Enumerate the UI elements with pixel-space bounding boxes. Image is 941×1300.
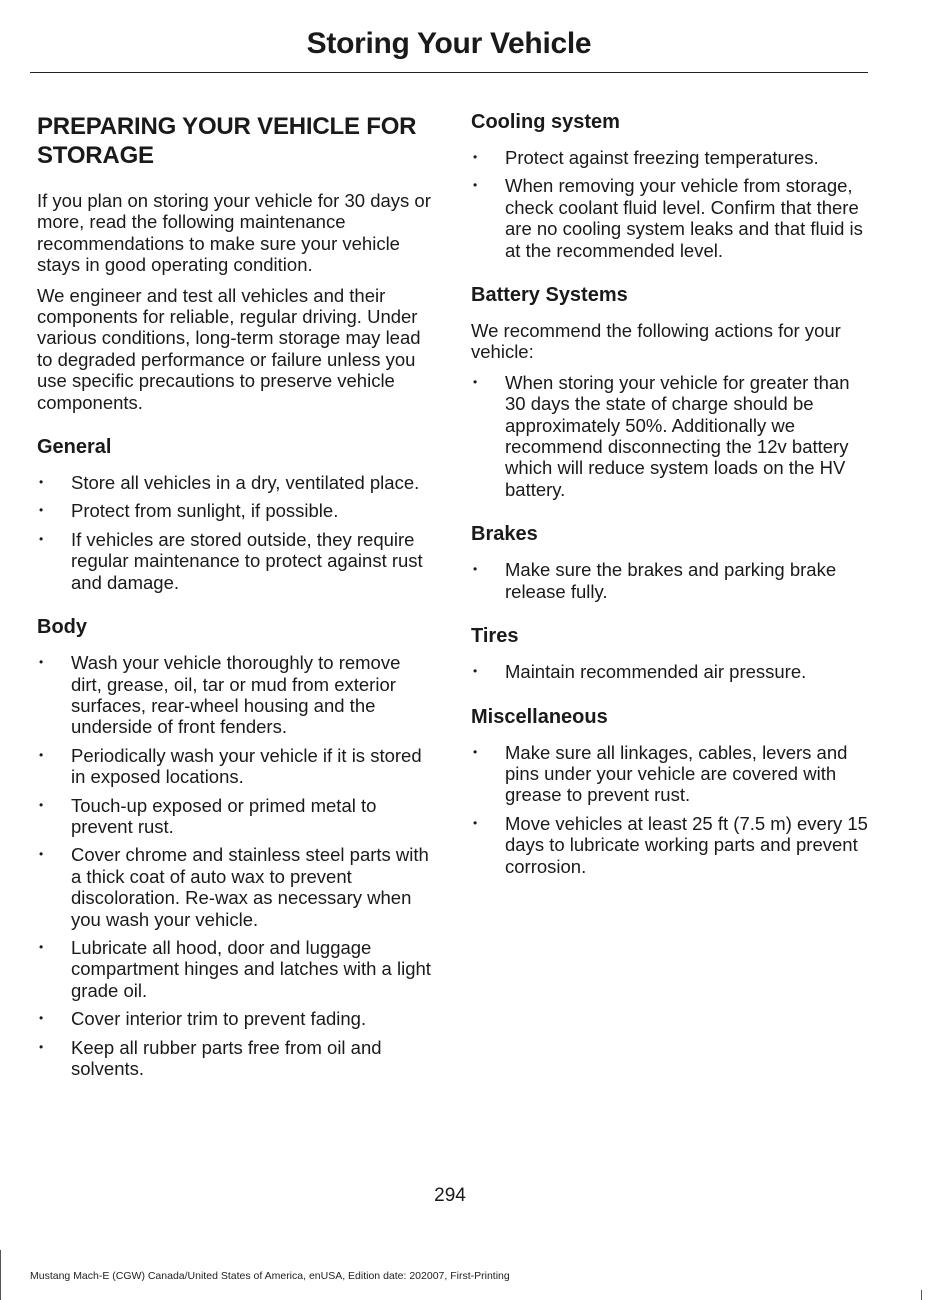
bullet-icon: •	[39, 847, 44, 862]
bullet-icon: •	[473, 815, 478, 830]
list-item-text: When removing your vehicle from storage, check coolant fluid level. Confirm that there are no cooling system leaks and that fluid is at the recommended level.	[505, 175, 863, 261]
list-item-text: Wash your vehicle thoroughly to remove dirt, grease, oil, tar or mud from exterior surfaces, rear-wheel housing and the underside of front fenders.	[71, 652, 401, 738]
brakes-list	[471, 559, 868, 602]
misc-heading: Miscellaneous	[471, 705, 608, 728]
bullet-icon: •	[473, 664, 478, 679]
intro-paragraph-2: We engineer and test all vehicles and their components for reliable, regular driving. Under various conditions, long-term storage may lead to degraded performance or failure unless you use specific precautions to preserve vehicle components.	[37, 284, 421, 413]
battery-intro: We recommend the following actions for your vehicle:	[471, 320, 841, 363]
bullet-icon: •	[39, 503, 44, 518]
bullet-icon: •	[39, 1039, 44, 1054]
list-item-text: Make sure all linkages, cables, levers and pins under your vehicle are covered with grease to prevent rust.	[505, 741, 848, 806]
list-item	[471, 661, 868, 682]
list-item	[471, 147, 868, 168]
misc-list	[471, 742, 868, 877]
list-item-text: Protect from sunlight, if possible.	[71, 500, 339, 522]
bullet-icon: •	[473, 178, 478, 193]
list-item-text: Touch-up exposed or primed metal to prevent rust.	[71, 794, 377, 837]
list-item-text: Keep all rubber parts free from oil and solvents.	[71, 1036, 382, 1079]
brakes-heading: Brakes	[471, 523, 538, 546]
list-item	[37, 795, 432, 838]
list-item-text: When storing your vehicle for greater than 30 days the state of charge should be approximately 50%. Additionally we recommend disconnecting the 12v battery which will reduce system loads on the HV battery.	[505, 371, 850, 500]
page-title: Storing Your Vehicle	[306, 27, 592, 60]
list-item-text: Maintain recommended air pressure.	[505, 661, 807, 683]
list-item-text: Lubricate all hood, door and luggage compartment hinges and latches with a light grade oil.	[71, 936, 431, 1001]
intro-paragraph-1: If you plan on storing your vehicle for 30 days or more, read the following maintenance recommendations to make sure your vehicle stays in good operating condition.	[37, 190, 431, 276]
list-item	[37, 745, 432, 788]
page-header	[30, 24, 868, 73]
list-item	[471, 813, 868, 877]
list-item	[37, 652, 432, 738]
page-number: 294	[434, 1185, 466, 1206]
list-item-text: Protect against freezing temperatures.	[505, 147, 819, 168]
cooling-heading: Cooling system	[471, 111, 620, 133]
section-main-heading: PREPARING YOUR VEHICLE FOR STORAGE	[37, 113, 417, 169]
list-item-text: Periodically wash your vehicle if it is stored in exposed locations.	[71, 744, 422, 788]
bullet-icon: •	[39, 939, 44, 954]
list-item	[37, 937, 432, 1001]
cooling-list	[471, 147, 868, 261]
bullet-icon: •	[473, 374, 478, 389]
battery-list	[471, 372, 868, 500]
list-item	[471, 559, 868, 602]
list-item-text: Cover interior trim to prevent fading.	[71, 1008, 367, 1030]
right-column	[471, 110, 868, 884]
bullet-icon: •	[39, 655, 44, 670]
list-item-text: Make sure the brakes and parking brake release fully.	[505, 559, 837, 602]
general-list	[37, 472, 432, 593]
footer-edition-info: Mustang Mach-E (CGW) Canada/United States of America, enUSA, Edition date: 202007, First-Printing	[30, 1270, 510, 1282]
bullet-icon: •	[39, 797, 44, 812]
body-heading: Body	[37, 616, 87, 639]
list-item	[37, 529, 432, 593]
list-item-text: If vehicles are stored outside, they require regular maintenance to protect against rust and damage.	[71, 528, 423, 593]
list-item	[37, 472, 432, 493]
battery-heading: Battery Systems	[471, 284, 628, 307]
tires-heading: Tires	[471, 625, 519, 648]
list-item	[471, 372, 868, 500]
list-item	[471, 742, 868, 806]
bullet-icon: •	[473, 562, 478, 577]
list-item	[37, 500, 432, 521]
list-item-text: Cover chrome and stainless steel parts with a thick coat of auto wax to prevent discoloration. Re-wax as necessary when you wash your vehicle.	[71, 844, 429, 930]
bullet-icon: •	[39, 475, 44, 490]
left-column	[37, 112, 432, 1086]
list-item-text: Move vehicles at least 25 ft (7.5 m) every 15 days to lubricate working parts and prevent corrosion.	[505, 812, 868, 877]
bullet-icon: •	[473, 744, 478, 759]
list-item-text: Store all vehicles in a dry, ventilated place.	[71, 472, 420, 494]
page-edge-mark	[921, 1290, 922, 1300]
tires-list	[471, 661, 868, 682]
list-item	[471, 175, 868, 261]
list-item	[37, 1008, 432, 1029]
page-edge-mark	[0, 1250, 1, 1300]
list-item	[37, 1037, 432, 1080]
bullet-icon: •	[39, 1011, 44, 1026]
bullet-icon: •	[39, 747, 44, 762]
general-heading: General	[37, 436, 112, 459]
body-list	[37, 652, 432, 1079]
list-item	[37, 844, 432, 930]
bullet-icon: •	[473, 150, 478, 164]
bullet-icon: •	[39, 531, 44, 546]
